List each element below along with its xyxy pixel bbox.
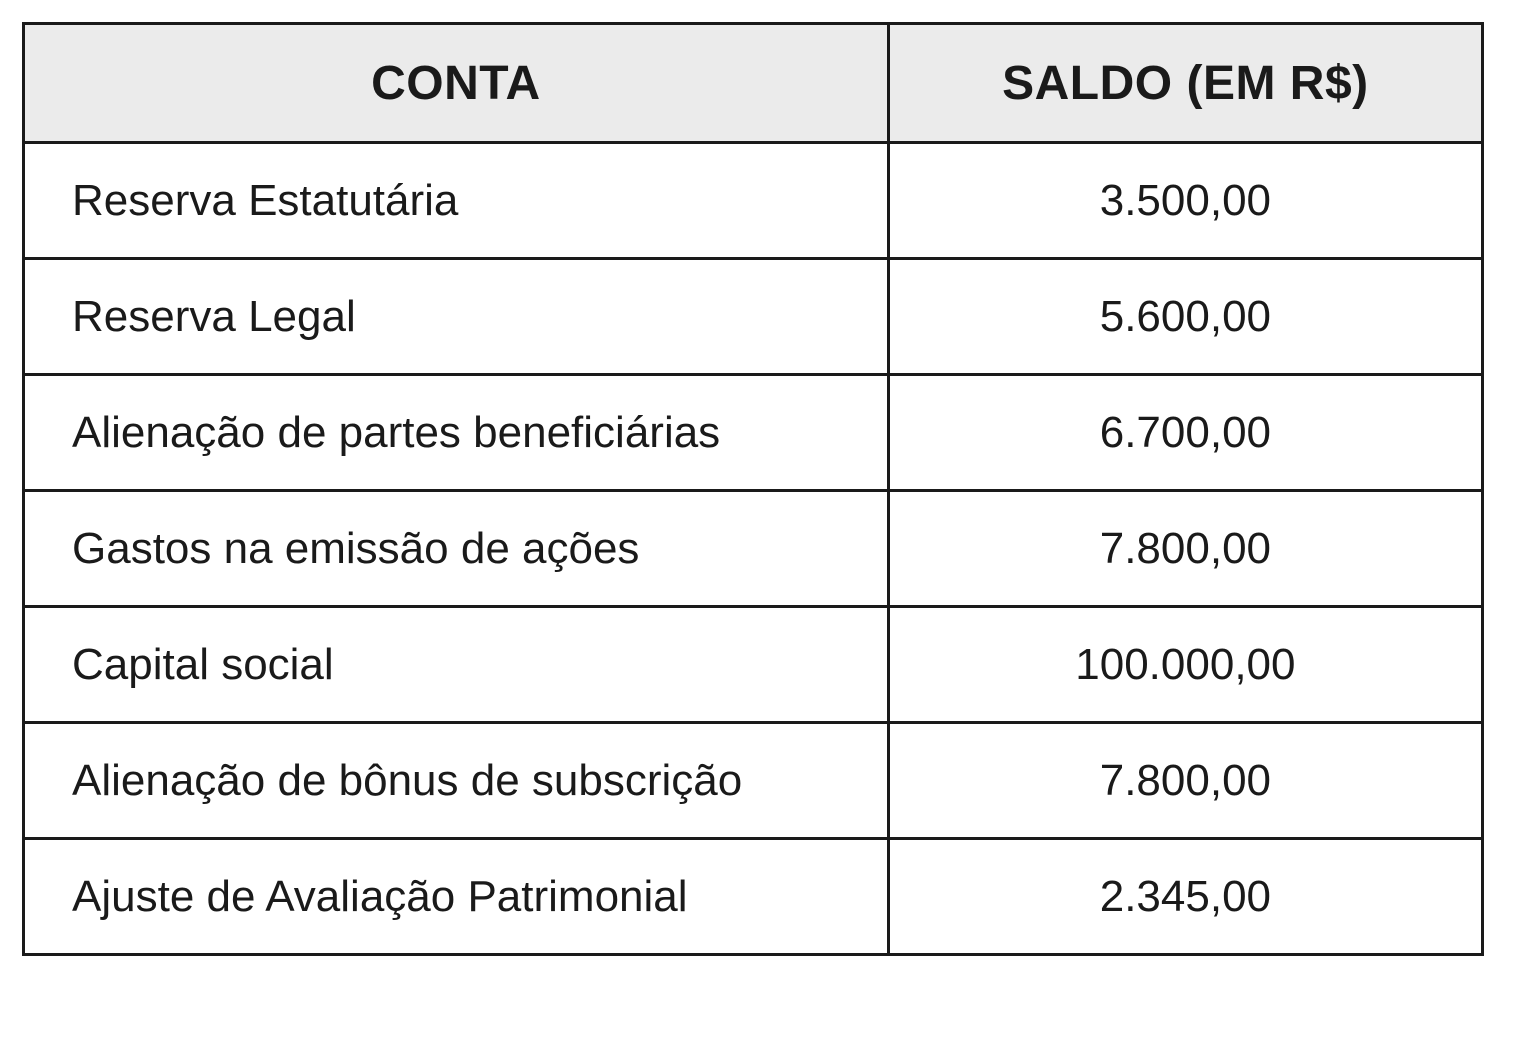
account-balance: 7.800,00: [888, 491, 1482, 607]
table-header: [24, 24, 1483, 143]
account-balance-table: [22, 22, 1484, 956]
table-row: [24, 143, 1483, 259]
account-balance: 2.345,00: [888, 839, 1482, 955]
header-account: CONTA: [24, 24, 889, 143]
account-name: Gastos na emissão de ações: [24, 491, 889, 607]
table-body: [24, 143, 1483, 955]
table-row: [24, 375, 1483, 491]
account-balance: 100.000,00: [888, 607, 1482, 723]
account-name: Capital social: [24, 607, 889, 723]
header-row: [24, 24, 1483, 143]
header-balance: SALDO (EM R$): [888, 24, 1482, 143]
account-balance: 3.500,00: [888, 143, 1482, 259]
account-name: Alienação de bônus de subscrição: [24, 723, 889, 839]
table-row: [24, 839, 1483, 955]
account-balance: 6.700,00: [888, 375, 1482, 491]
account-name: Ajuste de Avaliação Patrimonial: [24, 839, 889, 955]
table-row: [24, 723, 1483, 839]
table-row: [24, 259, 1483, 375]
table-row: [24, 607, 1483, 723]
account-balance: 7.800,00: [888, 723, 1482, 839]
account-name: Reserva Estatutária: [24, 143, 889, 259]
account-name: Reserva Legal: [24, 259, 889, 375]
account-balance: 5.600,00: [888, 259, 1482, 375]
table-row: [24, 491, 1483, 607]
account-name: Alienação de partes beneficiárias: [24, 375, 889, 491]
